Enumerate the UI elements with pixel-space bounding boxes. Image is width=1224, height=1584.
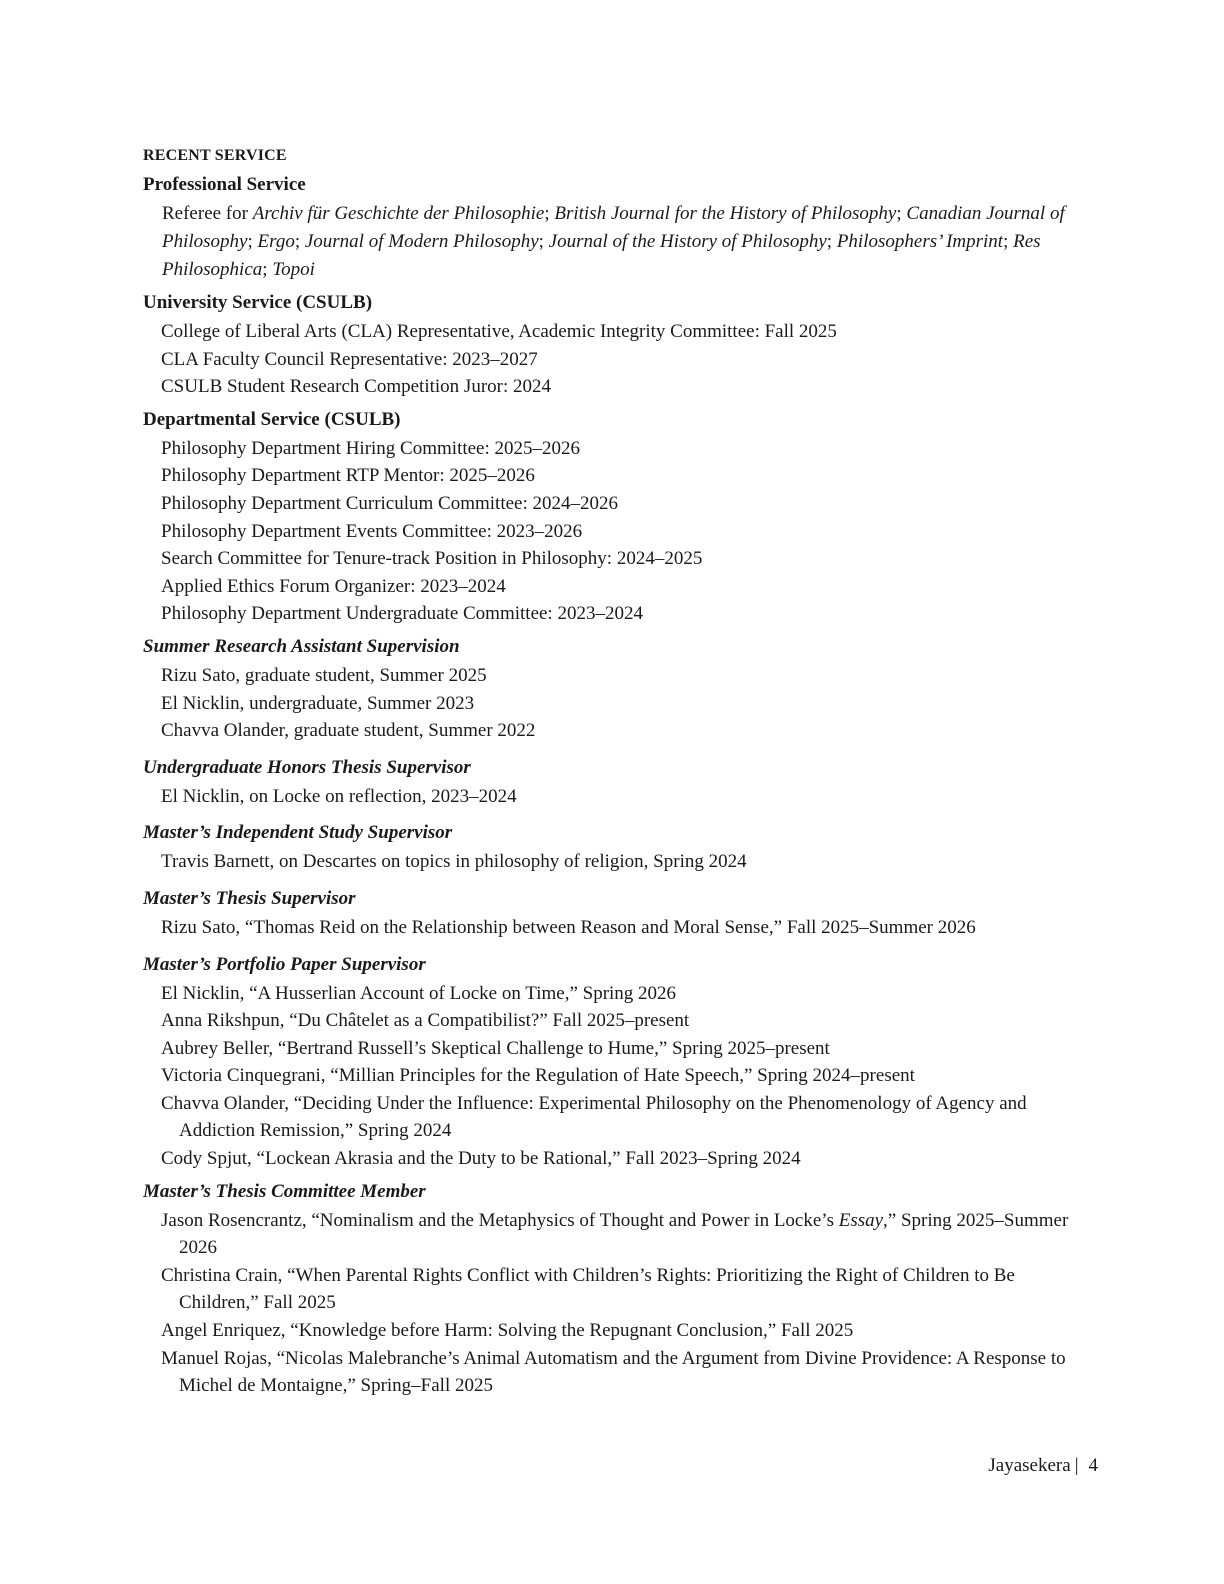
section-title: RECENT SERVICE — [143, 147, 287, 164]
journal-title: Philosophers’ Imprint — [836, 231, 1004, 252]
rosencrantz-text-end: ,” Spring 2025–Summer 2026 — [179, 1209, 1069, 1259]
list-item: Aubrey Beller, “Bertrand Russell’s Skeptical Challenge to Hume,” Spring 2025–present — [161, 1037, 830, 1059]
list-item: Victoria Cinquegrani, “Millian Principles for the Regulation of Hate Speech,” Spring 2024–present — [161, 1065, 915, 1087]
list-item: College of Liberal Arts (CLA) Representative, Academic Integrity Committee: Fall 2025 — [161, 321, 837, 342]
university-service-section — [143, 290, 1083, 401]
departmental-service-section — [143, 407, 1083, 628]
list-item: Angel Enriquez, “Knowledge before Harm: Solving the Repugnant Conclusion,” Fall 2025 — [161, 1320, 854, 1342]
departmental-service-heading: Departmental Service (CSULB) — [143, 408, 401, 430]
referee-prefix: Referee for — [162, 203, 253, 224]
page-footer — [988, 1452, 1098, 1480]
journal-separator: ; — [896, 203, 907, 224]
journal-title: Journal of Modern Philosophy — [304, 231, 539, 252]
university-service-heading: University Service (CSULB) — [143, 292, 373, 313]
journal-title: British Journal for the History of Philosophy — [554, 203, 897, 224]
summer-ra-section — [143, 634, 1083, 745]
list-item: CSULB Student Research Competition Juror: 2024 — [161, 376, 552, 398]
list-item: Philosophy Department Curriculum Committee: 2024–2026 — [161, 492, 619, 514]
professional-service-section — [143, 172, 1083, 284]
footer-separator: | — [1074, 1455, 1079, 1476]
journal-title: Canadian Journal of Philosophy — [162, 203, 1065, 252]
list-item: Applied Ethics Forum Organizer: 2023–2024 — [161, 575, 506, 597]
journal-separator: ; — [544, 203, 555, 224]
rosencrantz-text: Jason Rosencrantz, “Nominalism and the Metaphysics of Thought and Power in Locke’s — [161, 1209, 839, 1231]
page-number: 4 — [1088, 1455, 1098, 1476]
cv-page-content — [143, 144, 1083, 1406]
footer-author-name: Jayasekera — [988, 1455, 1071, 1476]
list-item: Philosophy Department Events Committee: 2023–2026 — [161, 520, 583, 542]
list-item: CLA Faculty Council Representative: 2023–2027 — [161, 348, 538, 370]
honors-thesis-heading: Undergraduate Honors Thesis Supervisor — [143, 756, 471, 778]
list-item: El Nicklin, “A Husserlian Account of Locke on Time,” Spring 2026 — [161, 982, 677, 1004]
list-item: El Nicklin, undergraduate, Summer 2023 — [161, 692, 475, 714]
thesis-supervisor-heading: Master’s Thesis Supervisor — [143, 887, 356, 909]
list-item: Rizu Sato, graduate student, Summer 2025 — [161, 664, 487, 686]
list-item: Travis Barnett, on Descartes on topics in philosophy of religion, Spring 2024 — [161, 851, 747, 873]
independent-study-heading: Master’s Independent Study Supervisor — [143, 822, 453, 844]
journal-title: Ergo — [257, 231, 295, 252]
journal-separator: ; — [538, 231, 549, 252]
list-item: Rizu Sato, “Thomas Reid on the Relationship between Reason and Moral Sense,” Fall 2025–Summer 2026 — [161, 916, 976, 938]
thesis-committee-section — [143, 1179, 1083, 1400]
portfolio-paper-heading: Master’s Portfolio Paper Supervisor — [143, 953, 426, 975]
independent-study-section — [143, 820, 1083, 876]
journal-separator: ; — [294, 231, 305, 252]
journal-title: Topoi — [272, 259, 315, 280]
list-item: Chavva Olander, “Deciding Under the Influence: Experimental Philosophy on the Phenomenology of Agency and Addiction Remission,” Spring 2024 — [161, 1092, 1027, 1142]
journal-separator: ; — [247, 231, 258, 252]
summer-ra-heading: Summer Research Assistant Supervision — [143, 635, 460, 657]
list-item: Philosophy Department Hiring Committee: 2025–2026 — [161, 437, 581, 459]
list-item: Manuel Rojas, “Nicolas Malebranche’s Animal Automatism and the Argument from Divine Providence: A Response to Michel de Montaigne,” Spring–Fall 2025 — [161, 1347, 1066, 1397]
list-item: El Nicklin, on Locke on reflection, 2023–2024 — [161, 785, 517, 807]
honors-thesis-section — [143, 755, 1083, 811]
journal-separator: ; — [1003, 231, 1014, 252]
rosencrantz-italic: Essay — [838, 1209, 884, 1231]
list-item: Christina Crain, “When Parental Rights Conflict with Children’s Rights: Prioritizing the Right of Children to Be Children,” Fall 2025 — [161, 1264, 1015, 1314]
list-item — [143, 1207, 1083, 1262]
referee-journals — [143, 200, 1083, 284]
list-item: Cody Spjut, “Lockean Akrasia and the Duty to be Rational,” Fall 2023–Spring 2024 — [161, 1148, 801, 1170]
professional-service-heading: Professional Service — [143, 174, 306, 195]
list-item: Philosophy Department Undergraduate Committee: 2023–2024 — [161, 603, 643, 625]
portfolio-paper-section — [143, 952, 1083, 1173]
list-item: Philosophy Department RTP Mentor: 2025–2026 — [161, 465, 535, 487]
journal-separator: ; — [826, 231, 837, 252]
list-item: Chavva Olander, graduate student, Summer 2022 — [161, 720, 536, 742]
list-item: Search Committee for Tenure-track Position in Philosophy: 2024–2025 — [161, 548, 703, 570]
list-item: Anna Rikshpun, “Du Châtelet as a Compatibilist?” Fall 2025–present — [161, 1010, 690, 1032]
thesis-committee-heading: Master’s Thesis Committee Member — [143, 1180, 426, 1202]
thesis-supervisor-section — [143, 886, 1083, 942]
journal-separator: ; — [262, 259, 273, 280]
journal-title: Journal of the History of Philosophy — [548, 231, 827, 252]
journal-title: Archiv für Geschichte der Philosophie — [252, 203, 545, 224]
journal-title: Res Philosophica — [162, 231, 1041, 280]
